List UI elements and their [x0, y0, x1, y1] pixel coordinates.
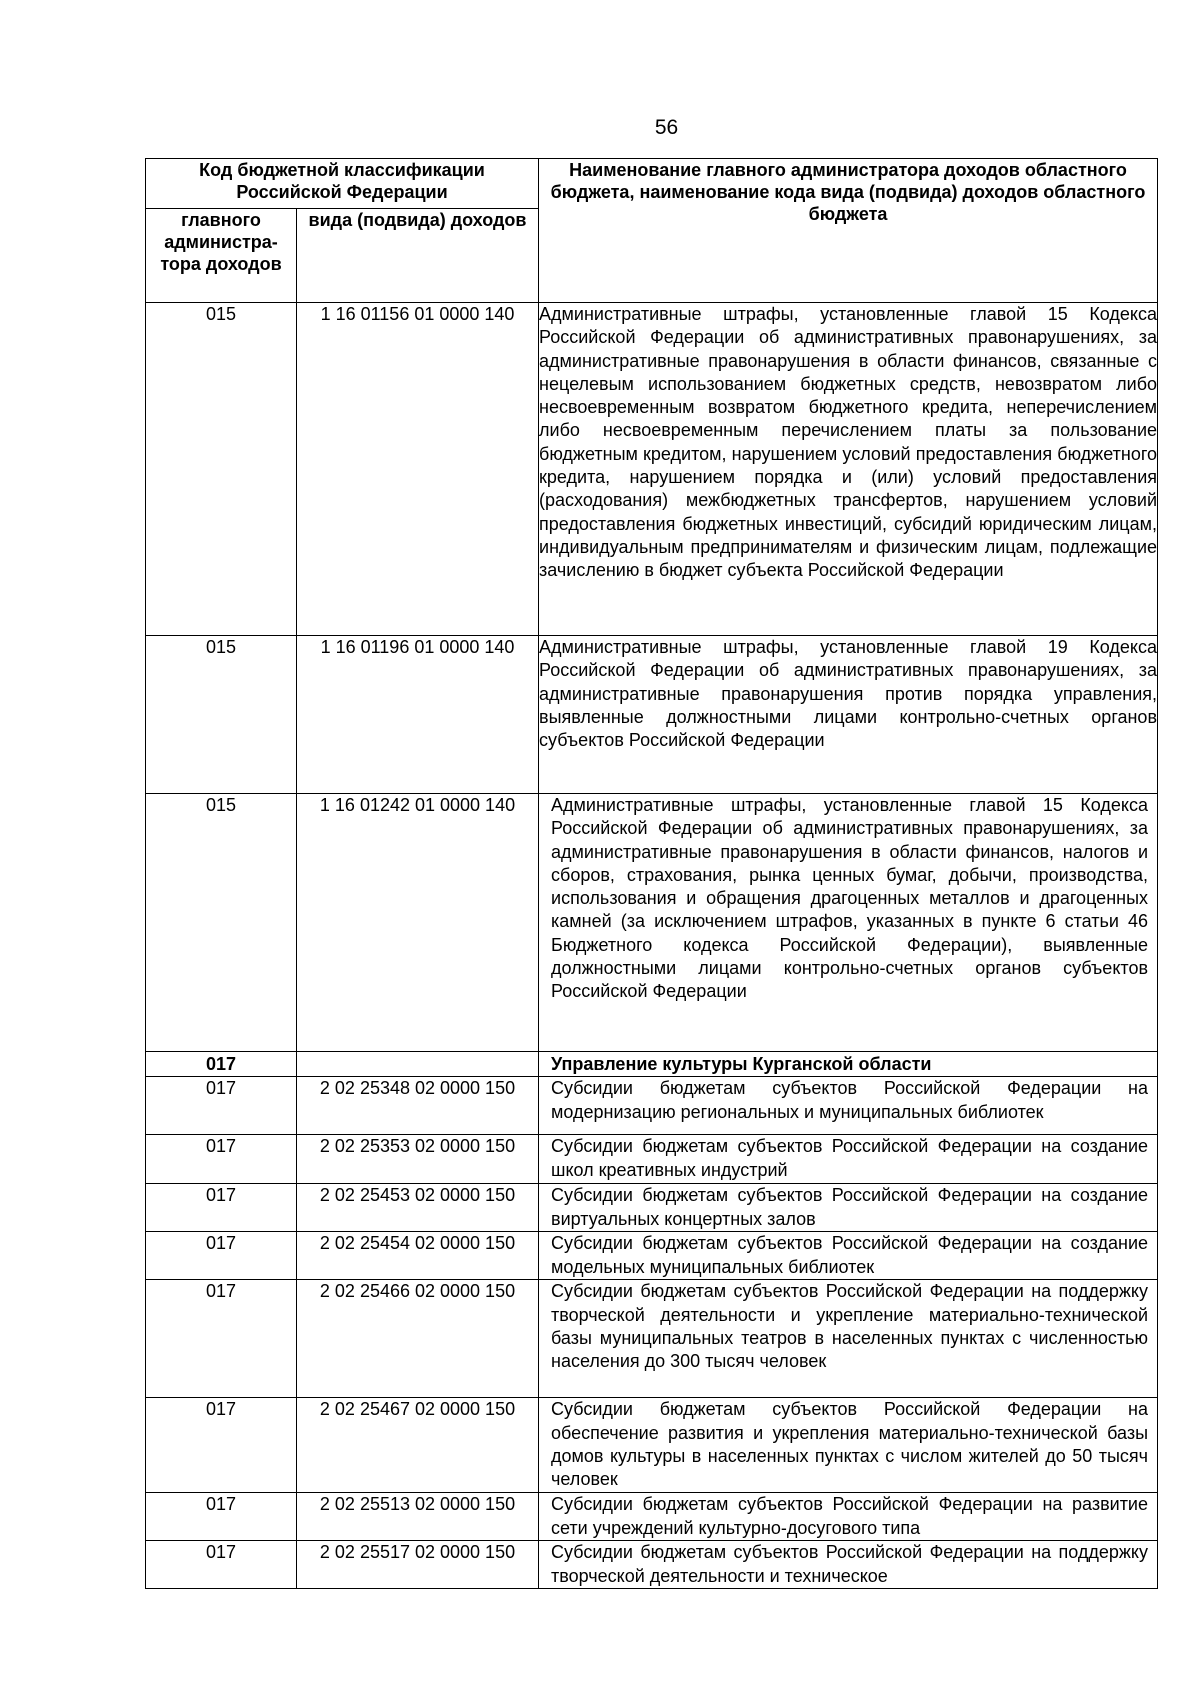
budget-classification-table	[145, 158, 1158, 1589]
table-row	[146, 794, 1158, 1052]
admin-code-cell: 017	[146, 1280, 297, 1398]
header-main-administrator: главного администра- тора доходов	[146, 209, 297, 303]
admin-code-cell: 017	[146, 1398, 297, 1493]
revenue-code-cell: 2 02 25467 02 0000 150	[297, 1398, 539, 1493]
admin-code-cell: 017	[146, 1135, 297, 1184]
revenue-name-cell: Субсидии бюджетам субъектов Российской Федерации на создание модельных муниципальных библиотек	[539, 1232, 1158, 1280]
admin-code-cell: 015	[146, 794, 297, 1052]
header-administrator-name: Наименование главного администратора доходов областного бюджета, наименование кода вида (подвида) доходов областного бюджета	[539, 159, 1158, 303]
table-row	[146, 636, 1158, 794]
admin-code-cell: 017	[146, 1052, 297, 1077]
revenue-code-cell: 2 02 25454 02 0000 150	[297, 1232, 539, 1280]
header-revenue-type: вида (подвида) доходов	[297, 209, 539, 303]
admin-code-cell: 015	[146, 636, 297, 794]
table-row	[146, 1135, 1158, 1184]
administrator-name-cell: Управление культуры Курганской области	[539, 1052, 1158, 1077]
table-row	[146, 1541, 1158, 1589]
revenue-name-cell: Субсидии бюджетам субъектов Российской Федерации на создание виртуальных концертных залов	[539, 1184, 1158, 1232]
revenue-name-cell: Административные штрафы, установленные главой 15 Кодекса Российской Федерации об административных правонарушениях, за административные правонарушения в области финансов, связанные с нецелевым использованием бюджетных средств, невозвратом либо несвоевременным возвратом бюджетного кредита, неперечислением либо несвоевременным перечислением платы за пользование бюджетным кредитом, нарушением условий предоставления бюджетного кредита, нарушением порядка и (или) условий предоставления (расходования) межбюджетных трансфертов, нарушением условий предоставления бюджетных инвестиций, субсидий юридическим лицам, индивидуальным предпринимателям и физическим лицам, подлежащие зачислению в бюджет субъекта Российской Федерации	[539, 303, 1158, 636]
revenue-name-cell: Административные штрафы, установленные главой 19 Кодекса Российской Федерации об административных правонарушениях, за административные правонарушения против порядка управления, выявленные должностными лицами контрольно-счетных органов субъектов Российской Федерации	[539, 636, 1158, 794]
table-row	[146, 1398, 1158, 1493]
table-row	[146, 1232, 1158, 1280]
revenue-name-cell: Субсидии бюджетам субъектов Российской Федерации на создание школ креативных индустрий	[539, 1135, 1158, 1184]
table-row	[146, 1280, 1158, 1398]
admin-code-cell: 017	[146, 1232, 297, 1280]
header-budget-classification-code: Код бюджетной классификации Российской Федерации	[146, 159, 539, 209]
admin-code-cell: 017	[146, 1077, 297, 1135]
revenue-code-cell: 2 02 25513 02 0000 150	[297, 1493, 539, 1541]
revenue-code-cell	[297, 1052, 539, 1077]
admin-code-cell: 015	[146, 303, 297, 636]
revenue-code-cell: 2 02 25348 02 0000 150	[297, 1077, 539, 1135]
revenue-name-cell: Субсидии бюджетам субъектов Российской Федерации на поддержку творческой деятельности и укрепление материально-технической базы муниципальных театров в населенных пунктах с численностью населения до 300 тысяч человек	[539, 1280, 1158, 1398]
revenue-code-cell: 1 16 01196 01 0000 140	[297, 636, 539, 794]
revenue-name-cell: Субсидии бюджетам субъектов Российской Федерации на поддержку творческой деятельности и техническое	[539, 1541, 1158, 1589]
table-row-section-header	[146, 1052, 1158, 1077]
revenue-code-cell: 2 02 25353 02 0000 150	[297, 1135, 539, 1184]
admin-code-cell: 017	[146, 1493, 297, 1541]
revenue-name-cell: Субсидии бюджетам субъектов Российской Федерации на обеспечение развития и укрепления материально-технической базы домов культуры в населенных пунктах с числом жителей до 50 тысяч человек	[539, 1398, 1158, 1493]
revenue-name-cell: Субсидии бюджетам субъектов Российской Федерации на модернизацию региональных и муниципальных библиотек	[539, 1077, 1158, 1135]
revenue-name-cell: Субсидии бюджетам субъектов Российской Федерации на развитие сети учреждений культурно-досугового типа	[539, 1493, 1158, 1541]
admin-code-cell: 017	[146, 1184, 297, 1232]
table-row	[146, 1493, 1158, 1541]
table-row	[146, 1077, 1158, 1135]
revenue-code-cell: 2 02 25466 02 0000 150	[297, 1280, 539, 1398]
admin-code-cell: 017	[146, 1541, 297, 1589]
table-row	[146, 303, 1158, 636]
revenue-code-cell: 1 16 01156 01 0000 140	[297, 303, 539, 636]
revenue-code-cell: 2 02 25517 02 0000 150	[297, 1541, 539, 1589]
table-row	[146, 1184, 1158, 1232]
revenue-code-cell: 2 02 25453 02 0000 150	[297, 1184, 539, 1232]
revenue-code-cell: 1 16 01242 01 0000 140	[297, 794, 539, 1052]
revenue-name-cell: Административные штрафы, установленные главой 15 Кодекса Российской Федерации об административных правонарушениях, за административные правонарушения в области финансов, налогов и сборов, страхования, рынка ценных бумаг, добычи, производства, использования и обращения драгоценных металлов и драгоценных камней (за исключением штрафов, указанных в пункте 6 статьи 46 Бюджетного кодекса Российской Федерации), выявленные должностными лицами контрольно-счетных органов субъектов Российской Федерации	[539, 794, 1158, 1052]
page-number: 56	[654, 116, 679, 139]
